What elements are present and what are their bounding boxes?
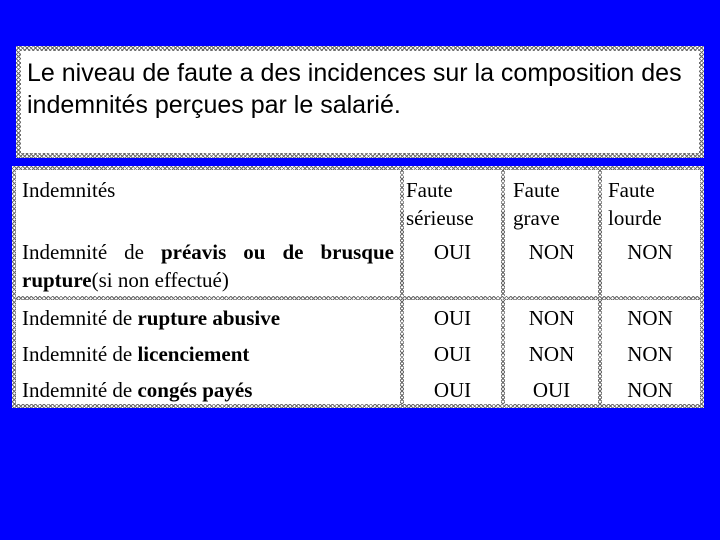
row-conges-lourde: NON xyxy=(627,378,673,402)
row-divider xyxy=(16,296,700,300)
column-divider xyxy=(400,170,404,404)
row-licenciement-lourde: NON xyxy=(627,342,673,366)
title-text: Le niveau de faute a des incidences sur la composition des indemnités perçues par le salarié. xyxy=(21,51,699,153)
row-conges-label xyxy=(22,376,252,404)
header-faute-serieuse-line2: sérieuse xyxy=(406,206,474,230)
row-licenciement-bold: licenciement xyxy=(137,342,250,366)
row-rupture-bold: rupture abusive xyxy=(137,306,281,330)
header-faute-lourde-line1: Faute xyxy=(608,178,655,202)
row-preavis-bold: préavis ou de brusque xyxy=(160,240,394,264)
column-divider xyxy=(501,170,505,404)
row-rupture-grave: NON xyxy=(528,306,575,330)
row-preavis-grave: NON xyxy=(528,240,575,264)
header-faute-serieuse-line1: Faute xyxy=(406,178,453,202)
row-preavis-serieuse: OUI xyxy=(433,240,472,264)
row-preavis-label xyxy=(22,238,394,294)
header-faute-grave xyxy=(513,176,560,232)
row-rupture-serieuse: OUI xyxy=(433,306,472,330)
row-licenciement-serieuse: OUI xyxy=(433,342,472,366)
row-preavis-label-line1 xyxy=(22,238,394,266)
row-preavis-label-line2 xyxy=(22,266,394,294)
row-preavis-bold-2: rupture xyxy=(22,268,92,292)
header-faute-serieuse xyxy=(406,176,474,232)
header-indemnites: Indemnités xyxy=(22,178,116,202)
row-licenciement-label xyxy=(22,340,249,368)
row-rupture-lourde: NON xyxy=(627,306,673,330)
row-conges-prefix: Indemnité de xyxy=(22,378,138,402)
column-divider xyxy=(598,170,602,404)
row-conges-grave: OUI xyxy=(532,378,571,402)
header-faute-grave-line1: Faute xyxy=(513,178,560,202)
header-faute-lourde xyxy=(608,176,662,232)
row-preavis-prefix: Indemnité de xyxy=(22,240,161,264)
row-conges-serieuse: OUI xyxy=(433,378,472,402)
table-body xyxy=(16,170,700,404)
title-box xyxy=(16,46,704,158)
row-rupture-label xyxy=(22,304,280,332)
row-licenciement-grave: NON xyxy=(528,342,575,366)
row-preavis-lourde: NON xyxy=(627,240,673,264)
row-conges-bold: congés payés xyxy=(137,378,253,402)
row-preavis-suffix: (si non effectué) xyxy=(91,268,229,292)
header-faute-grave-line2: grave xyxy=(513,206,560,230)
indemnity-table xyxy=(12,166,704,408)
row-rupture-prefix: Indemnité de xyxy=(22,306,138,330)
header-faute-lourde-line2: lourde xyxy=(608,206,662,230)
row-licenciement-prefix: Indemnité de xyxy=(22,342,138,366)
